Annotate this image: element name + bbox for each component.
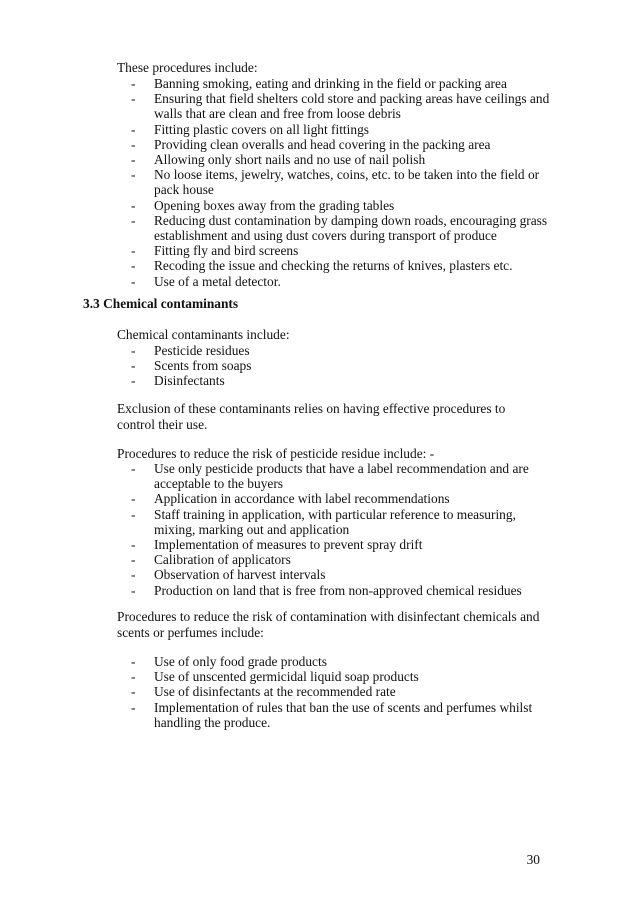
list-dash: - — [131, 461, 136, 476]
list-dash: - — [131, 273, 136, 289]
list-item: - Use of disinfectants at the recommended rate — [131, 684, 396, 700]
list-dash: - — [131, 669, 136, 685]
list-item: - Scents from soaps — [131, 358, 252, 374]
list-item: - Staff training in application, with particular reference to measuring, mixing, marking out and application — [131, 506, 516, 537]
list-dash: - — [131, 506, 136, 522]
list-dash: - — [131, 491, 136, 507]
hygiene-procedures-list — [117, 76, 557, 289]
list-item: - Fitting fly and bird screens — [131, 243, 299, 259]
list-item: - Use of unscented germicidal liquid soap products — [131, 669, 419, 685]
list-item: - Banning smoking, eating and drinking in the field or packing area — [131, 76, 507, 91]
list-item: - Providing clean overalls and head covering in the packing area — [131, 136, 491, 152]
list-item: - No loose items, jewelry, watches, coins, etc. to be taken into the field or pack house — [131, 167, 540, 198]
list-item: - Ensuring that field shelters cold store and packing areas have ceilings and walls that are clean and free from loose debris — [131, 91, 550, 122]
list-dash: - — [131, 343, 136, 358]
list-item: - Allowing only short nails and no use of nail polish — [131, 152, 426, 168]
list-item: - Recoding the issue and checking the returns of knives, plasters etc. — [131, 258, 513, 274]
list-dash: - — [131, 212, 136, 228]
chemical-contaminants-list — [117, 343, 557, 389]
list-dash: - — [131, 197, 136, 213]
list-dash: - — [131, 76, 136, 91]
list-item: - Implementation of rules that ban the use of scents and perfumes whilst handling the produce. — [131, 699, 533, 730]
chemical-contaminants-intro: Chemical contaminants include: — [117, 327, 290, 342]
list-item: - Use of only food grade products — [131, 654, 327, 669]
list-item: - Use only pesticide products that have a label recommendation and are acceptable to the buyers — [131, 461, 529, 492]
list-dash: - — [131, 136, 136, 152]
list-item: - Implementation of measures to prevent spray drift — [131, 537, 423, 553]
list-dash: - — [131, 91, 136, 107]
list-dash: - — [131, 582, 136, 598]
disinfectant-procedures-list — [117, 654, 557, 730]
disinfectant-procedures-intro: Procedures to reduce the risk of contamination with disinfectant chemicals and scents or perfumes include: — [117, 609, 540, 640]
list-dash: - — [131, 552, 136, 568]
section-heading: 3.3 Chemical contaminants — [83, 296, 239, 311]
list-dash: - — [131, 684, 136, 700]
list-dash: - — [131, 258, 136, 274]
list-dash: - — [131, 537, 136, 553]
procedures-intro: These procedures include: — [117, 60, 258, 75]
list-item: - Production on land that is free from non-approved chemical residues — [131, 582, 522, 598]
list-dash: - — [131, 373, 136, 389]
list-item: - Pesticide residues — [131, 343, 250, 358]
list-item: - Application in accordance with label recommendations — [131, 491, 450, 507]
list-dash: - — [131, 243, 136, 259]
list-item: - Observation of harvest intervals — [131, 567, 326, 583]
page-number: 30 — [526, 852, 540, 867]
list-dash: - — [131, 358, 136, 374]
list-dash: - — [131, 167, 136, 183]
exclusion-paragraph: Exclusion of these contaminants relies on having effective procedures to control their use. — [117, 401, 506, 432]
pesticide-procedures-intro: Procedures to reduce the risk of pesticide residue include: - — [117, 446, 435, 461]
list-item: - Disinfectants — [131, 373, 225, 389]
list-item: - Use of a metal detector. — [131, 273, 281, 289]
pesticide-procedures-list — [117, 461, 557, 598]
list-item: - Calibration of applicators — [131, 552, 291, 568]
list-dash: - — [131, 699, 136, 715]
list-dash: - — [131, 121, 136, 137]
list-dash: - — [131, 152, 136, 168]
list-dash: - — [131, 567, 136, 583]
list-dash: - — [131, 654, 136, 669]
list-item: - Fitting plastic covers on all light fittings — [131, 121, 369, 137]
list-item: - Reducing dust contamination by damping down roads, encouraging grass establishment and using dust covers during transport of produce — [131, 212, 548, 244]
list-item: - Opening boxes away from the grading tables — [131, 197, 395, 213]
